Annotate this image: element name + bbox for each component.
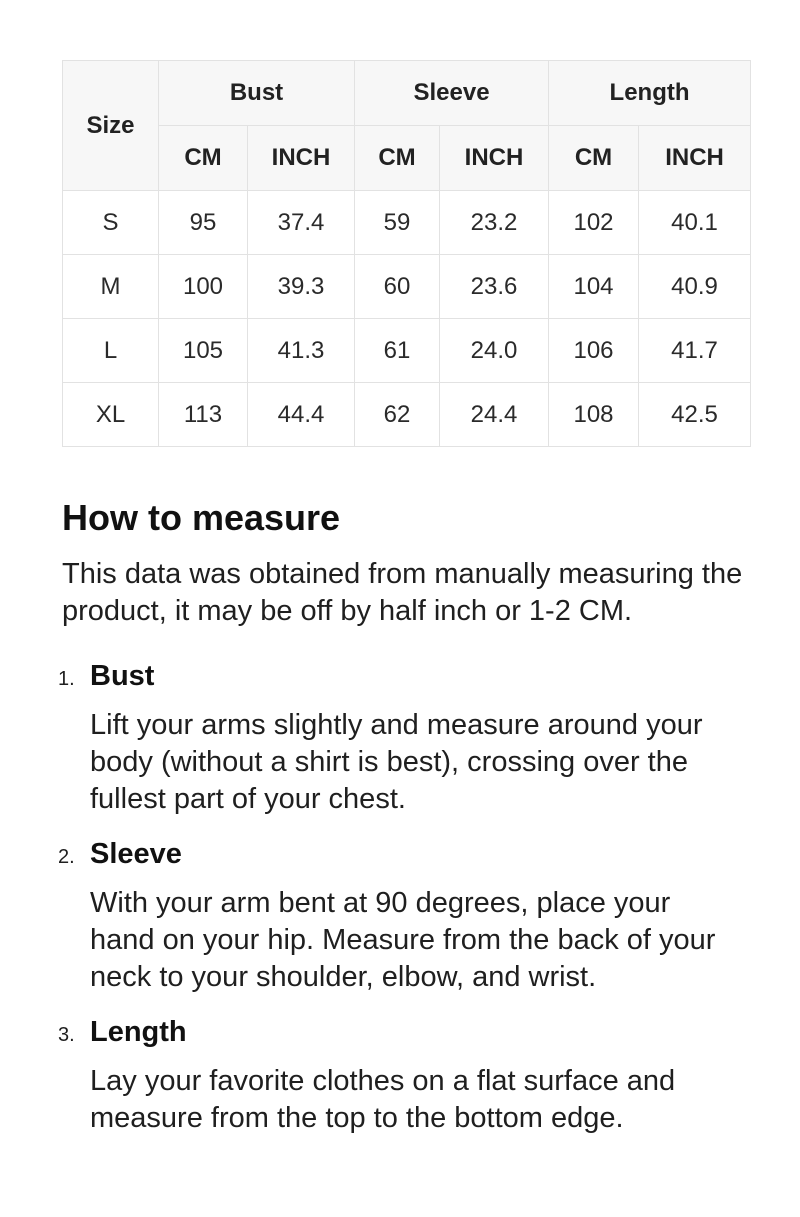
measure-cell: 24.4 <box>440 383 549 447</box>
measure-cell: 108 <box>549 383 639 447</box>
size-chart-table <box>62 60 751 447</box>
step-term: Length <box>90 1016 187 1048</box>
table-row-xl <box>63 383 751 447</box>
size-cell: S <box>63 191 159 255</box>
step-length <box>58 1016 752 1137</box>
step-number: 3. <box>58 1024 75 1046</box>
sleeve-inch-header: INCH <box>440 126 549 191</box>
step-description: With your arm bent at 90 degrees, place your hand on your hip. Measure from the back of your neck to your shoulder, elbow, and wrist. <box>90 887 716 993</box>
measure-cell: 105 <box>159 319 248 383</box>
length-group-header: Length <box>549 61 751 126</box>
measure-cell: 41.3 <box>248 319 355 383</box>
step-number: 1. <box>58 668 75 690</box>
step-sleeve-head <box>58 838 752 871</box>
measure-cell: 39.3 <box>248 255 355 319</box>
how-to-measure-intro: This data was obtained from manually measuring the product, it may be off by half inch or 1-2 CM. <box>62 558 743 627</box>
table-unit-header-row <box>63 126 751 191</box>
sleeve-cm-header: CM <box>355 126 440 191</box>
size-cell: M <box>63 255 159 319</box>
step-bust <box>58 660 752 818</box>
bust-inch-header: INCH <box>248 126 355 191</box>
measure-cell: 62 <box>355 383 440 447</box>
size-cell: XL <box>63 383 159 447</box>
measure-cell: 42.5 <box>639 383 751 447</box>
length-cm-header: CM <box>549 126 639 191</box>
step-description: Lay your favorite clothes on a flat surface and measure from the top to the bottom edge. <box>90 1065 676 1134</box>
measure-cell: 44.4 <box>248 383 355 447</box>
table-group-header-row <box>63 61 751 126</box>
measure-cell: 37.4 <box>248 191 355 255</box>
measure-cell: 24.0 <box>440 319 549 383</box>
measure-cell: 100 <box>159 255 248 319</box>
step-description: Lift your arms slightly and measure around your body (without a shirt is best), crossing over the fullest part of your chest. <box>90 709 703 815</box>
measure-cell: 60 <box>355 255 440 319</box>
table-row-s <box>63 191 751 255</box>
step-length-head <box>58 1016 752 1049</box>
measure-cell: 40.9 <box>639 255 751 319</box>
bust-cm-header: CM <box>159 126 248 191</box>
step-bust-head <box>58 660 752 693</box>
bust-group-header: Bust <box>159 61 355 126</box>
measure-steps-list <box>58 660 752 1137</box>
measure-cell: 41.7 <box>639 319 751 383</box>
step-sleeve <box>58 838 752 996</box>
measure-cell: 106 <box>549 319 639 383</box>
measure-cell: 40.1 <box>639 191 751 255</box>
measure-cell: 61 <box>355 319 440 383</box>
measure-cell: 104 <box>549 255 639 319</box>
measure-cell: 113 <box>159 383 248 447</box>
how-to-measure-heading: How to measure <box>62 497 341 538</box>
step-number: 2. <box>58 846 75 868</box>
step-term: Sleeve <box>90 838 182 870</box>
measure-cell: 23.6 <box>440 255 549 319</box>
measure-cell: 102 <box>549 191 639 255</box>
size-cell: L <box>63 319 159 383</box>
measure-cell: 23.2 <box>440 191 549 255</box>
length-inch-header: INCH <box>639 126 751 191</box>
measure-cell: 59 <box>355 191 440 255</box>
table-row-l <box>63 319 751 383</box>
size-column-header: Size <box>63 61 159 191</box>
step-term: Bust <box>90 660 155 692</box>
measure-cell: 95 <box>159 191 248 255</box>
table-row-m <box>63 255 751 319</box>
sleeve-group-header: Sleeve <box>355 61 549 126</box>
